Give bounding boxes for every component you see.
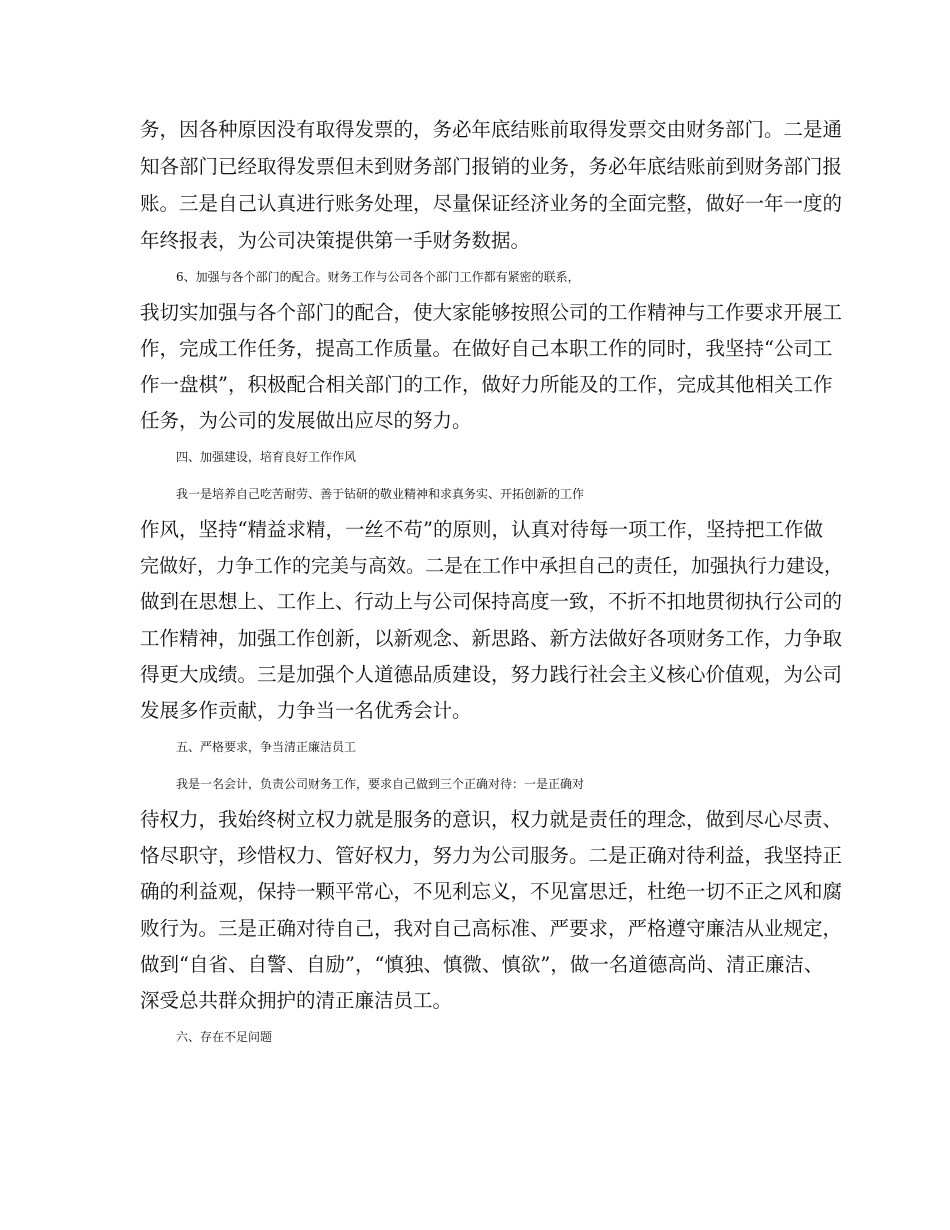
- text-line: 深受总共群众拥护的清正廉洁员工。: [140, 989, 453, 1012]
- section-heading: 五、严格要求，争当清正廉洁员工: [176, 740, 357, 754]
- text-line: 年终报表，为公司决策提供第一手财务数据。: [140, 229, 531, 252]
- text-line: 账。三是自己认真进行账务处理，尽量保证经济业务的全面完整，做好一年一度的: [140, 192, 843, 215]
- text-line: 恪尽职守，珍惜权力、管好权力，努力为公司服务。二是正确对待利益，我坚持正: [140, 844, 843, 867]
- text-line: 务，因各种原因没有取得发票的，务必年底结账前取得发票交由财务部门。二是通: [140, 118, 843, 141]
- text-line: 作一盘棋”，积极配合相关部门的工作，做好力所能及的工作，完成其他相关工作: [140, 373, 833, 396]
- text-line: 任务，为公司的发展做出应尽的努力。: [140, 409, 472, 432]
- text-line: 工作精神，加强工作创新，以新观念、新思路、新方法做好各项财务工作，力争取: [140, 627, 843, 650]
- text-line: 作，完成工作任务，提高工作质量。在做好自己本职工作的同时，我坚持“公司工: [140, 337, 833, 360]
- paragraph-first-line: 我一是培养自己吃苦耐劳、善于钻研的敬业精神和求真务实、开拓创新的工作: [176, 487, 585, 501]
- text-line: 得更大成绩。三是加强个人道德品质建设，努力践行社会主义核心价值观，为公司: [140, 663, 843, 686]
- paragraph-first-line: 我是一名会计，负责公司财务工作，要求自己做到三个正确对待：一是正确对: [176, 777, 585, 791]
- text-line: 作风，坚持“精益求精，一丝不苟”的原则，认真对待每一项工作，坚持把工作做: [140, 518, 823, 541]
- text-line: 做到在思想上、工作上、行动上与公司保持高度一致，不折不扣地贯彻执行公司的: [140, 590, 843, 613]
- text-line: 做到“自省、自警、自励”，“慎独、慎微、慎欲”，做一名道德高尚、清正廉洁、: [140, 953, 824, 976]
- text-line: 发展多作贡献，力争当一名优秀会计。: [140, 699, 472, 722]
- text-line: 完做好，力争工作的完美与高效。二是在工作中承担自己的责任，加强执行力建设，: [140, 555, 844, 577]
- section-heading: 四、加强建设，培育良好工作作风: [176, 450, 357, 464]
- text-line: 知各部门已经取得发票但未到财务部门报销的业务，务必年底结账前到财务部门报: [140, 155, 843, 178]
- text-line: 待权力，我始终树立权力就是服务的意识，权力就是责任的理念，做到尽心尽责、: [140, 808, 843, 831]
- section-heading: 六、存在不足问题: [176, 1030, 273, 1044]
- section-item-heading: 6、加强与各个部门的配合。财务工作与公司各个部门工作都有紧密的联系，: [176, 270, 580, 284]
- text-line: 败行为。三是正确对待自己，我对自己高标准、严要求，严格遵守廉洁从业规定，: [140, 917, 843, 940]
- text-line: 我切实加强与各个部门的配合，使大家能够按照公司的工作精神与工作要求开展工: [140, 301, 843, 324]
- text-line: 确的利益观，保持一颗平常心，不见利忘义，不见富思迁，杜绝一切不正之风和腐: [140, 880, 843, 903]
